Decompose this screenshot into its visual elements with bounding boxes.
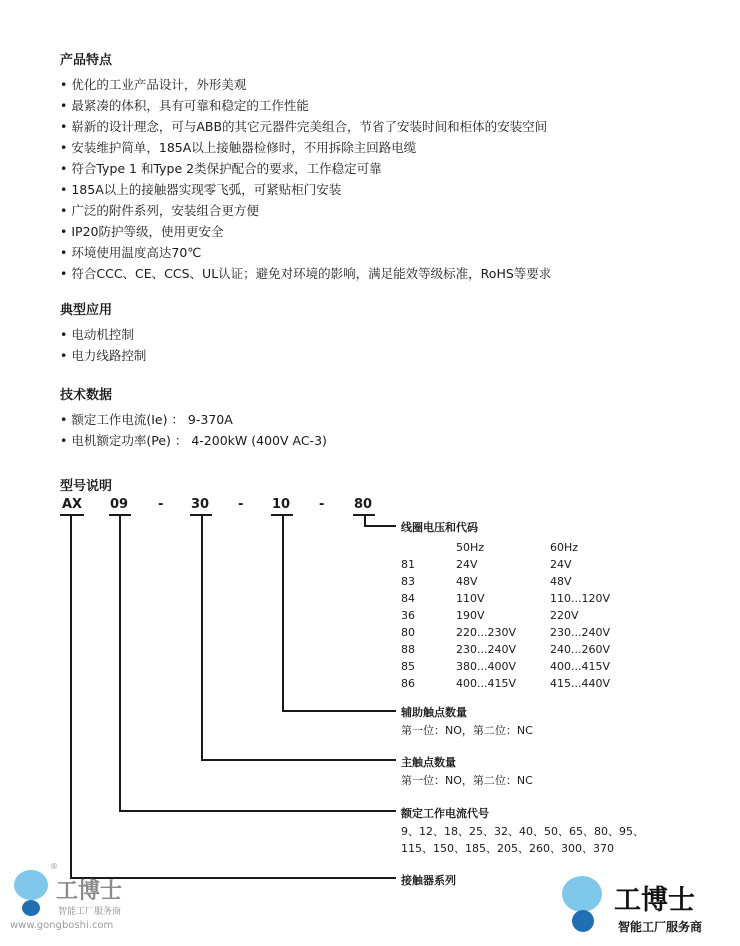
table-cell: 110V: [456, 592, 485, 605]
robot-mascot-icon: [14, 870, 48, 900]
features-list: [60, 74, 551, 284]
table-cell: 48V: [550, 575, 572, 588]
brand-slogan: 智能工厂服务商: [618, 920, 703, 934]
features-title: 产品特点: [60, 53, 113, 68]
applications-section: [60, 302, 146, 366]
list-item: • 电动机控制: [60, 324, 146, 345]
list-item: • 优化的工业产品设计，外形美观: [60, 74, 551, 95]
table-cell: 415...440V: [550, 677, 611, 690]
list-item: • 符合CCC、CE、CCS、UL认证；避免对环境的影响，满足能效等级标准，RoHS等要求: [60, 263, 551, 284]
aux-contacts-desc: 第一位：NO，第二位：NC: [401, 724, 533, 737]
robot-body-icon: [572, 910, 594, 932]
connector-line: [282, 710, 396, 712]
model-code-main: 30: [191, 497, 210, 512]
brand-url: www.gongboshi.com: [10, 920, 114, 931]
rated-current-codes: 9、12、18、25、32、40、50、65、80、95、: [401, 825, 644, 838]
brand-slogan: 智能工厂服务商: [58, 907, 122, 917]
table-cell: 240...260V: [550, 643, 611, 656]
rated-current-codes: 115、150、185、205、260、300、370: [401, 842, 614, 855]
connector-line: [201, 759, 396, 761]
watermark-logo-right: [558, 872, 738, 942]
model-code-coil: 80: [354, 497, 373, 512]
table-row: [401, 556, 630, 573]
table-row: [401, 539, 630, 556]
table-row: [401, 641, 630, 658]
robot-mascot-icon: [562, 876, 602, 912]
table-row: [401, 573, 630, 590]
table-cell: 80: [401, 626, 415, 639]
model-code-current: 09: [110, 497, 129, 512]
list-item: • 最紧凑的体积，具有可靠和稳定的工作性能: [60, 95, 551, 116]
model-dash: -: [238, 497, 244, 512]
model-dash: -: [319, 497, 325, 512]
table-cell: 60Hz: [550, 541, 579, 554]
model-code-aux: 10: [272, 497, 291, 512]
aux-contacts-label: 辅助触点数量: [401, 706, 467, 719]
table-cell: 50Hz: [456, 541, 485, 554]
table-row: [401, 607, 630, 624]
connector-line: [364, 525, 396, 527]
table-cell: 400...415V: [550, 660, 611, 673]
table-row: [401, 624, 630, 641]
list-item: • 环境使用温度高达70℃: [60, 242, 551, 263]
watermark-logo-left: [8, 860, 148, 940]
table-row: [401, 658, 630, 675]
table-row: [401, 590, 630, 607]
connector-line: [119, 515, 121, 812]
brand-name: 工博士: [56, 879, 123, 904]
table-cell: 230...240V: [550, 626, 611, 639]
brand-name: 工博士: [614, 885, 695, 916]
table-cell: 81: [401, 558, 415, 571]
list-item: • 安装维护简单，185A以上接触器检修时，不用拆除主回路电缆: [60, 137, 551, 158]
model-dash: -: [158, 497, 164, 512]
table-cell: 110...120V: [550, 592, 611, 605]
applications-list: [60, 324, 146, 366]
table-cell: 36: [401, 609, 415, 622]
connector-line: [201, 515, 203, 761]
list-item: • 广泛的附件系列，安装组合更方便: [60, 200, 551, 221]
tech-section: [60, 387, 327, 451]
contactor-series-label: 接触器系列: [401, 874, 456, 887]
coil-voltage-table: [401, 539, 630, 692]
list-item: • 崭新的设计理念，可与ABB的其它元器件完美组合，节省了安装时间和柜体的安装空间: [60, 116, 551, 137]
table-cell: 400...415V: [456, 677, 517, 690]
list-item: • 电机额定功率(Pe) ： 4-200kW (400V AC-3): [60, 430, 327, 451]
table-cell: 380...400V: [456, 660, 517, 673]
list-item: • IP20防护等级，使用更安全: [60, 221, 551, 242]
table-cell: 48V: [456, 575, 478, 588]
registered-mark: ®: [50, 862, 58, 871]
connector-line: [70, 515, 72, 879]
table-cell: 24V: [550, 558, 572, 571]
features-section: [60, 52, 551, 284]
list-item: • 符合Type 1 和Type 2类保护配合的要求，工作稳定可靠: [60, 158, 551, 179]
model-title: 型号说明: [60, 479, 113, 494]
table-cell: 86: [401, 677, 415, 690]
list-item: • 电力线路控制: [60, 345, 146, 366]
model-code-series: AX: [62, 497, 83, 512]
table-cell: 83: [401, 575, 415, 588]
coil-label: 线圈电压和代码: [401, 521, 478, 534]
table-cell: 190V: [456, 609, 485, 622]
table-row: [401, 675, 630, 692]
connector-line: [282, 515, 284, 712]
table-cell: 24V: [456, 558, 478, 571]
tech-list: [60, 409, 327, 451]
table-cell: 220...230V: [456, 626, 517, 639]
main-contacts-desc: 第一位：NO，第二位：NC: [401, 774, 533, 787]
connector-line: [119, 810, 396, 812]
main-contacts-label: 主触点数量: [401, 756, 456, 769]
table-cell: 88: [401, 643, 415, 656]
table-cell: 230...240V: [456, 643, 517, 656]
list-item: • 额定工作电流(Ie) ： 9-370A: [60, 409, 327, 430]
table-cell: [401, 539, 456, 556]
applications-title: 典型应用: [60, 303, 113, 318]
rated-current-label: 额定工作电流代号: [401, 807, 489, 820]
list-item: • 185A以上的接触器实现零飞弧，可紧贴柜门安装: [60, 179, 551, 200]
table-cell: 84: [401, 592, 415, 605]
table-cell: 220V: [550, 609, 579, 622]
underline: [60, 514, 84, 516]
robot-body-icon: [22, 900, 40, 916]
model-section: [60, 475, 740, 905]
tech-title: 技术数据: [60, 388, 113, 403]
table-cell: 85: [401, 660, 415, 673]
